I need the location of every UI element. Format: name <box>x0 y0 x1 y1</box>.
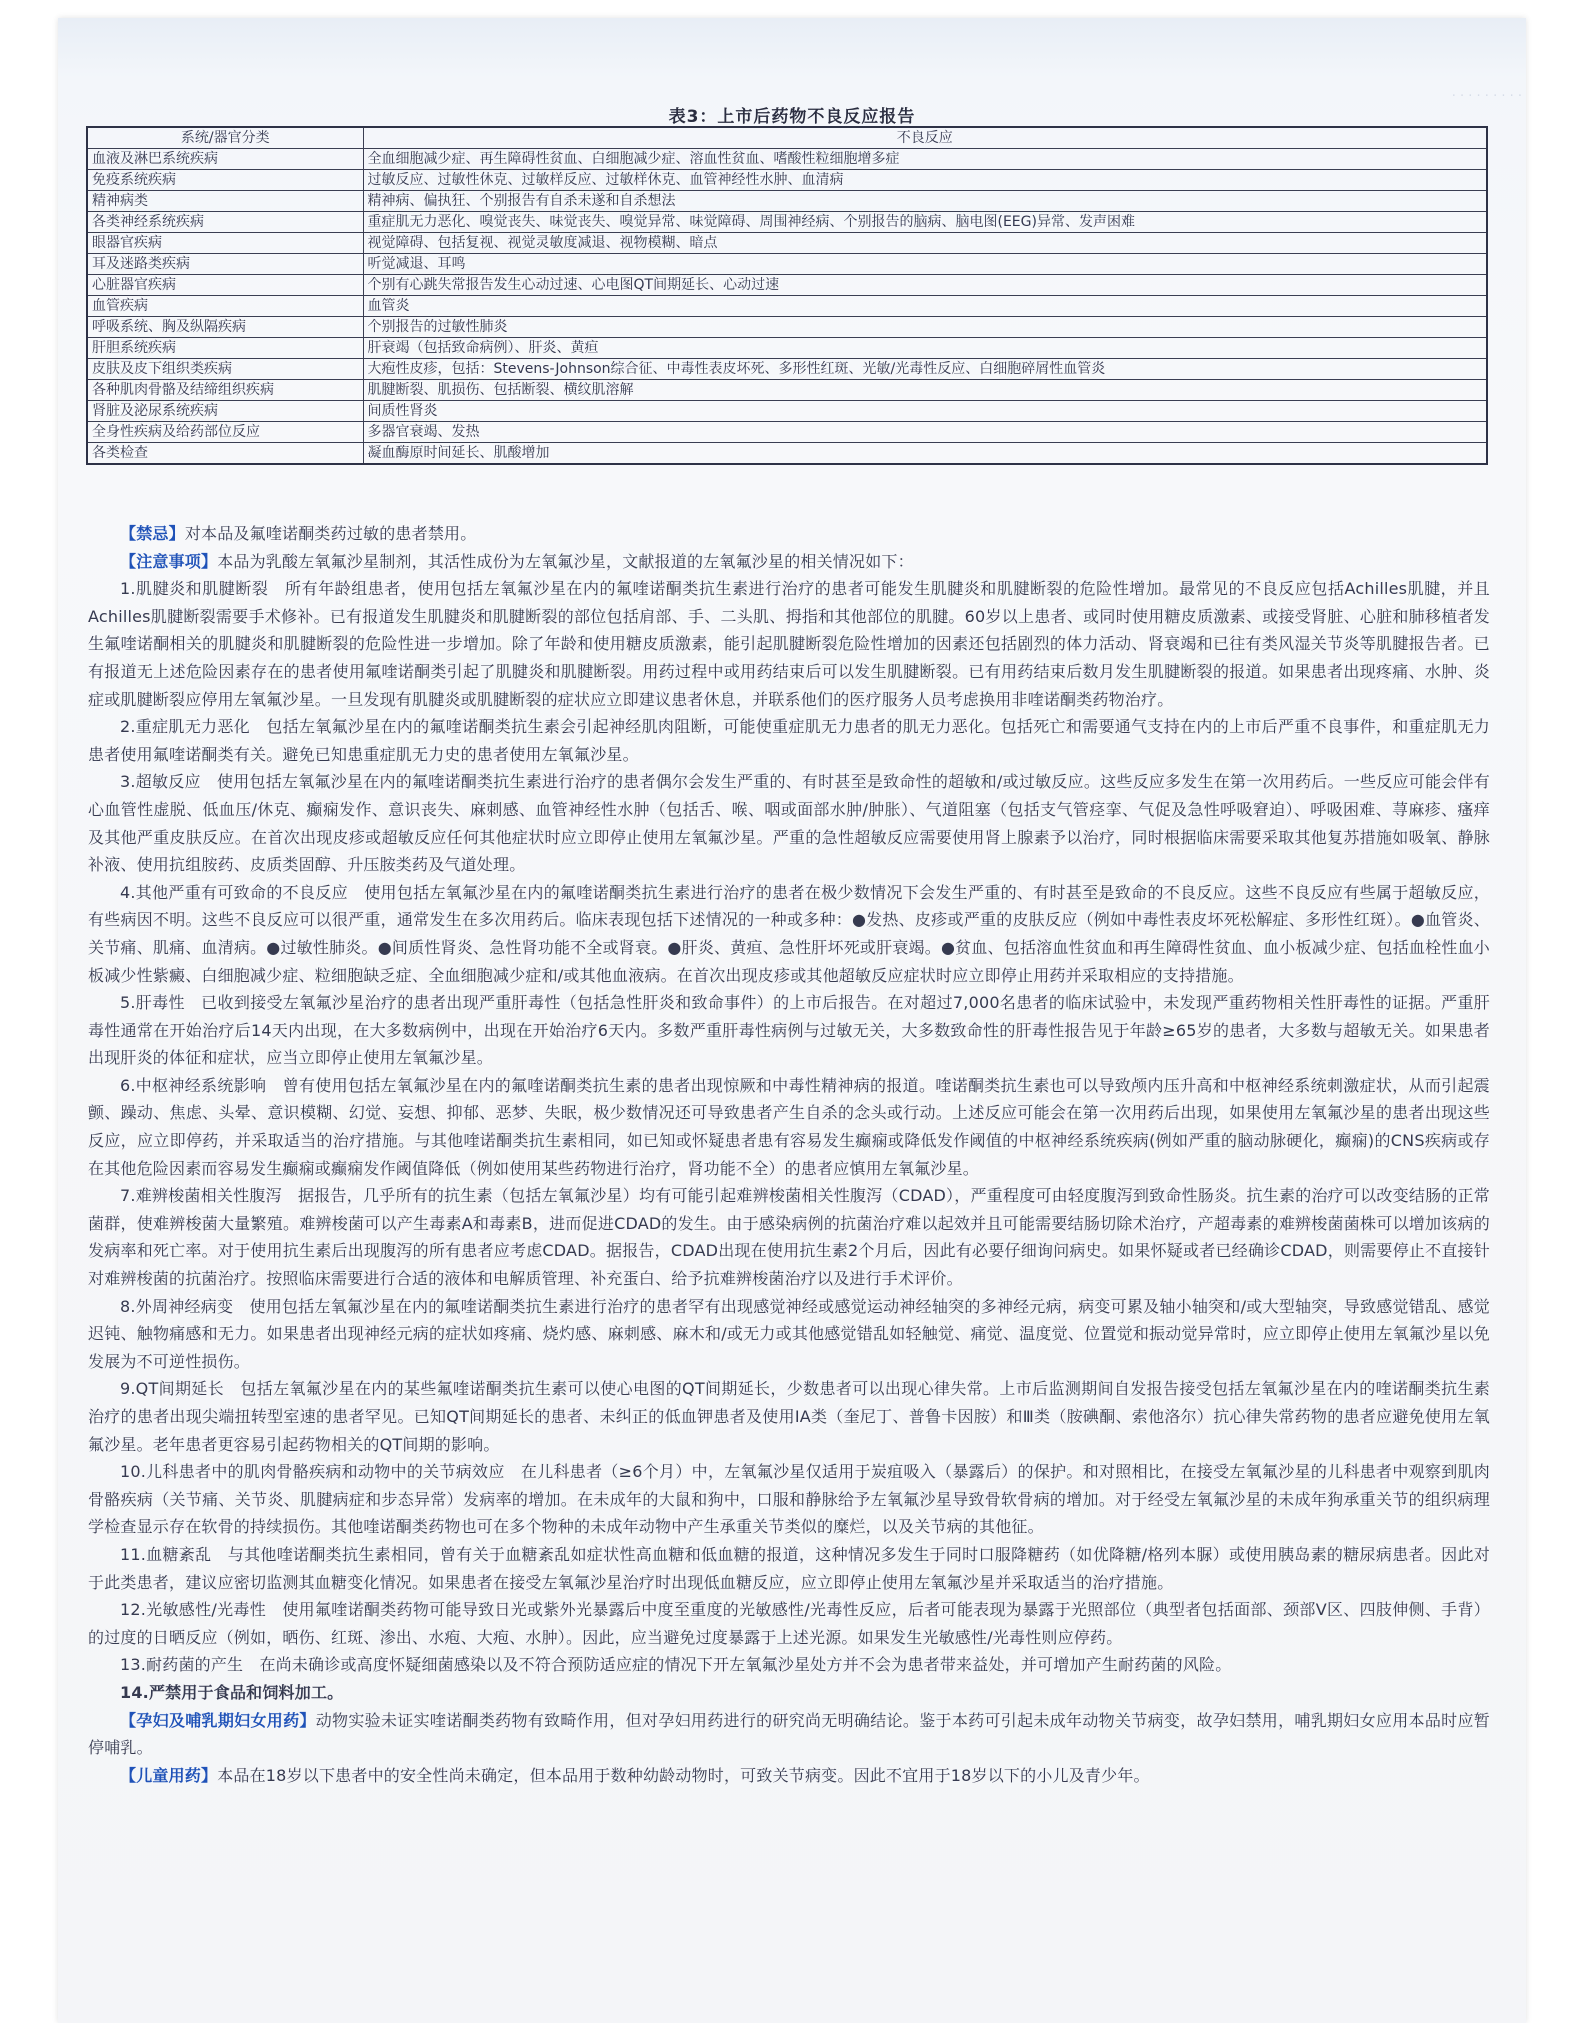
table-row <box>87 317 1487 338</box>
table-row <box>87 170 1487 191</box>
organ-class-cell: 全身性疾病及给药部位反应 <box>87 422 363 443</box>
precaution-item: 10.儿科患者中的肌肉骨骼疾病和动物中的关节病效应 在儿科患者（≥6个月）中，左氧氟沙星仅适用于炭疽吸入（暴露后）的保护。和对照相比，在接受左氧氟沙星的儿科患者中观察到肌肉骨骼疾病（关节痛、关节炎、肌腱病症和步态异常）发病率的增加。在未成年的大鼠和狗中，口服和静脉给予左氧氟沙星导致骨软骨病的增加。对于经受左氧氟沙星的未成年狗承重关节的组织病理学检查显示存在软骨的持续损伤。其他喹诺酮类药物也可在多个物种的未成年动物中产生承重关节类似的糜烂，以及关节病的其他征。 <box>88 1462 1490 1537</box>
pediatric-heading: 【儿童用药】 <box>120 1765 218 1785</box>
organ-class-cell: 精神病类 <box>87 191 363 212</box>
reaction-cell: 大疱性皮疹，包括：Stevens-Johnson综合征、中毒性表皮坏死、多形性红斑、光敏/光毒性反应、白细胞碎屑性血管炎 <box>363 359 1487 380</box>
precaution-item: 8.外周神经病变 使用包括左氧氟沙星在内的氟喹诺酮类抗生素进行治疗的患者罕有出现感觉神经或感觉运动神经轴突的多神经元病，病变可累及轴小轴突和/或大型轴突，导致感觉错乱、感觉迟钝、触物痛感和无力。如果患者出现神经元病的症状如疼痛、烧灼感、麻刺感、麻木和/或无力或其他感觉错乱如轻触觉、痛觉、温度觉、位置觉和振动觉异常时，应立即停止使用左氧氟沙星以免发展为不可逆性损伤。 <box>88 1296 1490 1371</box>
organ-class-cell: 耳及迷路类疾病 <box>87 254 363 275</box>
precaution-item: 13.耐药菌的产生 在尚未确诊或高度怀疑细菌感染以及不符合预防适应症的情况下开左氧氟沙星处方并不会为患者带来益处，并可增加产生耐药菌的风险。 <box>120 1655 1232 1675</box>
organ-class-cell: 各种肌肉骨骼及结缔组织疾病 <box>87 380 363 401</box>
reaction-cell: 肌腱断裂、肌损伤、包括断裂、横纹肌溶解 <box>363 380 1487 401</box>
table-row <box>87 191 1487 212</box>
table-row <box>87 401 1487 422</box>
reaction-cell: 过敏反应、过敏性休克、过敏样反应、过敏样休克、血管神经性水肿、血清病 <box>363 170 1487 191</box>
faded-background-print: · · · · · · · · · <box>1451 89 1522 104</box>
table-row <box>87 296 1487 317</box>
precaution-item: 4.其他严重有可致命的不良反应 使用包括左氧氟沙星在内的氟喹诺酮类抗生素进行治疗的患者在极少数情况下会发生严重的、有时甚至是致命的不良反应。这些不良反应有些属于超敏反应，有些病因不明。这些不良反应可以很严重，通常发生在多次用药后。临床表现包括下述情况的一种或多种：●发热、皮疹或严重的皮肤反应（例如中毒性表皮坏死松解症、多形性红斑）。●血管炎、关节痛、肌痛、血清病。●过敏性肺炎。●间质性肾炎、急性肾功能不全或肾衰。●肝炎、黄疸、急性肝坏死或肝衰竭。●贫血、包括溶血性贫血和再生障碍性贫血、血小板减少症、包括血栓性血小板减少性紫癜、白细胞减少症、粒细胞缺乏症、全血细胞减少症和/或其他血液病。在首次出现皮疹或其他超敏反应症状时应立即停止用药并采取相应的支持措施。 <box>88 882 1490 985</box>
pregnancy-text: 动物实验未证实喹诺酮类药物有致畸作用，但对孕妇用药进行的研究尚无明确结论。鉴于本药可引起未成年动物关节病变，故孕妇禁用，哺乳期妇女应用本品时应暂停哺乳。 <box>88 1710 1490 1758</box>
organ-class-cell: 肾脏及泌尿系统疾病 <box>87 401 363 422</box>
pediatric-paragraph <box>88 1762 1490 1790</box>
precautions-intro: 本品为乳酸左氧氟沙星制剂，其活性成份为左氧氟沙星，文献报道的左氧氟沙星的相关情况如下： <box>217 551 914 571</box>
organ-class-cell: 血液及淋巴系统疾病 <box>87 149 363 170</box>
precaution-item: 11.血糖紊乱 与其他喹诺酮类抗生素相同，曾有关于血糖紊乱如症状性高血糖和低血糖的报道，这种情况多发生于同时口服降糖药（如优降糖/格列本脲）或使用胰岛素的糖尿病患者。因此对于此类患者，建议应密切监测其血糖变化情况。如果患者在接受左氧氟沙星治疗时出现低血糖反应，应立即停止使用左氧氟沙星并采取适当的治疗措施。 <box>88 1544 1490 1592</box>
organ-class-cell: 呼吸系统、胸及纵隔疾病 <box>87 317 363 338</box>
precaution-item: 5.肝毒性 已收到接受左氧氟沙星治疗的患者出现严重肝毒性（包括急性肝炎和致命事件）的上市后报告。在对超过7,000名患者的临床试验中，未发现严重药物相关性肝毒性的证据。严重肝毒性通常在开始治疗后14天内出现，在大多数病例中，出现在开始治疗6天内。多数严重肝毒性病例与过敏无关，大多数致命性的肝毒性报告见于年龄≥65岁的患者，大多数与超敏无关。如果患者出现肝炎的体征和症状，应当立即停止使用左氧氟沙星。 <box>88 993 1490 1068</box>
table-row <box>87 212 1487 233</box>
reaction-cell: 多器官衰竭、发热 <box>363 422 1487 443</box>
reaction-cell: 视觉障碍、包括复视、视觉灵敏度减退、视物模糊、暗点 <box>363 233 1487 254</box>
table-row <box>87 380 1487 401</box>
precaution-item: 9.QT间期延长 包括左氧氟沙星在内的某些氟喹诺酮类抗生素可以使心电图的QT间期延长，少数患者可以出现心律失常。上市后监测期间自发报告接受包括左氧氟沙星在内的喹诺酮类抗生素治疗的患者出现尖端扭转型室速的患者罕见。已知QT间期延长的患者、未纠正的低血钾患者及使用IA类（奎尼丁、普鲁卡因胺）和Ⅲ类（胺碘酮、索他洛尔）抗心律失常药物的患者应避免使用左氧氟沙星。老年患者更容易引起药物相关的QT间期的影响。 <box>88 1379 1490 1454</box>
organ-class-cell: 各类检查 <box>87 443 363 465</box>
precaution-items <box>88 575 1490 1679</box>
reaction-cell: 重症肌无力恶化、嗅觉丧失、味觉丧失、嗅觉异常、味觉障碍、周围神经病、个别报告的脑病、脑电图(EEG)异常、发声困难 <box>363 212 1487 233</box>
organ-class-cell: 眼器官疾病 <box>87 233 363 254</box>
organ-class-cell: 皮肤及皮下组织类疾病 <box>87 359 363 380</box>
reaction-cell: 精神病、偏执狂、个别报告有自杀未遂和自杀想法 <box>363 191 1487 212</box>
organ-class-cell: 肝胆系统疾病 <box>87 338 363 359</box>
leaflet-body <box>88 520 1490 1789</box>
reaction-cell: 肝衰竭（包括致命病例）、肝炎、黄疸 <box>363 338 1487 359</box>
precaution-item-14: 14.严禁用于食品和饲料加工。 <box>120 1682 344 1702</box>
table-title: 表3：上市后药物不良反应报告 <box>668 107 916 127</box>
precautions-heading: 【注意事项】 <box>120 551 218 571</box>
precaution-item: 6.中枢神经系统影响 曾有使用包括左氧氟沙星在内的氟喹诺酮类抗生素的患者出现惊厥和中毒性精神病的报道。喹诺酮类抗生素也可以导致颅内压升高和中枢神经系统刺激症状，从而引起震颤、躁动、焦虑、头晕、意识模糊、幻觉、妄想、抑郁、恶梦、失眠，极少数情况还可导致患者产生自杀的念头或行动。上述反应可能会在第一次用药后出现，如果使用左氧氟沙星的患者出现这些反应，应立即停药，并采取适当的治疗措施。与其他喹诺酮类抗生素相同，如已知或怀疑患者患有容易发生癫痫或降低发作阈值的中枢神经系统疾病(例如严重的脑动脉硬化，癫痫)的CNS疾病或存在其他危险因素而容易发生癫痫或癫痫发作阈值降低（例如使用某些药物进行治疗，肾功能不全）的患者应慎用左氧氟沙星。 <box>88 1075 1490 1178</box>
precaution-item: 7.难辨梭菌相关性腹泻 据报告，几乎所有的抗生素（包括左氧氟沙星）均有可能引起难辨梭菌相关性腹泻（CDAD），严重程度可由轻度腹泻到致命性肠炎。抗生素的治疗可以改变结肠的正常菌群，使难辨梭菌大量繁殖。难辨梭菌可以产生毒素A和毒素B，进而促进CDAD的发生。由于感染病例的抗菌治疗难以起效并且可能需要结肠切除术治疗，产超毒素的难辨梭菌菌株可以增加该病的发病率和死亡率。对于使用抗生素后出现腹泻的所有患者应考虑CDAD。据报告，CDAD出现在使用抗生素2个月后，因此有必要仔细询问病史。如果怀疑或者已经确诊CDAD，则需要停止不直接针对难辨梭菌的抗菌治疗。按照临床需要进行合适的液体和电解质管理、补充蛋白、给予抗难辨梭菌治疗以及进行手术评价。 <box>88 1186 1490 1289</box>
table-row <box>87 359 1487 380</box>
reaction-cell: 血管炎 <box>363 296 1487 317</box>
contraindication-paragraph <box>88 520 1490 548</box>
precaution-item: 12.光敏感性/光毒性 使用氟喹诺酮类药物可能导致日光或紫外光暴露后中度至重度的光敏感性/光毒性反应，后者可能表现为暴露于光照部位（典型者包括面部、颈部V区、四肢伸侧、手背）的过度的日晒反应（例如，晒伤、红斑、渗出、水疱、大疱、水肿）。因此，应当避免过度暴露于上述光源。如果发生光敏感性/光毒性则应停药。 <box>88 1600 1490 1647</box>
table-row <box>87 422 1487 443</box>
contraindication-heading: 【禁忌】 <box>120 524 185 543</box>
table-row <box>87 338 1487 359</box>
precaution-item: 2.重症肌无力恶化 包括左氧氟沙星在内的氟喹诺酮类抗生素会引起神经肌肉阻断，可能使重症肌无力患者的肌无力恶化。包括死亡和需要通气支持在内的上市后严重不良事件，和重症肌无力患者使用氟喹诺酮类有关。避免已知患重症肌无力史的患者使用左氧氟沙星。 <box>88 717 1490 764</box>
precaution-item: 3.超敏反应 使用包括左氧氟沙星在内的氟喹诺酮类抗生素进行治疗的患者偶尔会发生严重的、有时甚至是致命性的超敏和/或过敏反应。这些反应多发生在第一次用药后。一些反应可能会伴有心血管性虚脱、低血压/休克、癫痫发作、意识丧失、麻刺感、血管神经性水肿（包括舌、喉、咽或面部水肿/肿胀）、气道阻塞（包括支气管痉挛、气促及急性呼吸窘迫）、呼吸困难、荨麻疹、瘙痒及其他严重皮肤反应。在首次出现皮疹或超敏反应任何其他症状时应立即停止使用左氧氟沙星。严重的急性超敏反应需要使用肾上腺素予以治疗，同时根据临床需要采取其他复苏措施如吸氧、静脉补液、使用抗组胺药、皮质类固醇、升压胺类药及气道处理。 <box>88 772 1490 875</box>
contraindication-text: 对本品及氟喹诺酮类药过敏的患者禁用。 <box>184 524 477 543</box>
table-row <box>87 254 1487 275</box>
reaction-cell: 间质性肾炎 <box>363 401 1487 422</box>
adverse-reaction-table <box>86 126 1488 465</box>
column-header: 系统/器官分类 <box>87 127 363 149</box>
table-row <box>87 233 1487 254</box>
organ-class-cell: 免疫系统疾病 <box>87 170 363 191</box>
reaction-cell: 全血细胞减少症、再生障碍性贫血、白细胞减少症、溶血性贫血、嗜酸性粒细胞增多症 <box>363 149 1487 170</box>
organ-class-cell: 各类神经系统疾病 <box>87 212 363 233</box>
table-header-row <box>87 127 1487 149</box>
reaction-cell: 个别报告的过敏性肺炎 <box>363 317 1487 338</box>
reaction-cell: 听觉减退、耳鸣 <box>363 254 1487 275</box>
table-row <box>87 443 1487 465</box>
table-row <box>87 275 1487 296</box>
pregnancy-heading: 【孕妇及哺乳期妇女用药】 <box>120 1710 316 1730</box>
organ-class-cell: 心脏器官疾病 <box>87 275 363 296</box>
precaution-item: 1.肌腱炎和肌腱断裂 所有年龄组患者，使用包括左氧氟沙星在内的氟喹诺酮类抗生素进行治疗的患者可能发生肌腱炎和肌腱断裂的危险性增加。最常见的不良反应包括Achilles肌腱，并且Achilles肌腱断裂需要手术修补。已有报道发生肌腱炎和肌腱断裂的部位包括肩部、手、二头肌、拇指和其他部位的肌腱。60岁以上患者、或同时使用糖皮质激素、或接受肾脏、心脏和肺移植者发生氟喹诺酮相关的肌腱炎和肌腱断裂的危险性进一步增加。除了年龄和使用糖皮质激素，能引起肌腱断裂危险性增加的因素还包括剧烈的体力活动、肾衰竭和已往有类风湿关节炎等肌腱报告者。已有报道无上述危险因素存在的患者使用氟喹诺酮类引起了肌腱炎和肌腱断裂。用药过程中或用药结束后可以发生肌腱断裂。已有用药结束后数月发生肌腱断裂的报道。如果患者出现疼痛、水肿、炎症或肌腱断裂应停用左氧氟沙星。一旦发现有肌腱炎或肌腱断裂的症状应立即建议患者休息，并联系他们的医疗服务人员考虑换用非喹诺酮类药物治疗。 <box>88 579 1490 709</box>
pediatric-text: 本品在18岁以下患者中的安全性尚未确定，但本品用于数种幼龄动物时，可致关节病变。因此不宜用于18岁以下的小儿及青少年。 <box>217 1765 1150 1785</box>
pregnancy-paragraph <box>88 1707 1490 1762</box>
reaction-cell: 凝血酶原时间延长、肌酸增加 <box>363 443 1487 465</box>
organ-class-cell: 血管疾病 <box>87 296 363 317</box>
reaction-cell: 个别有心跳失常报告发生心动过速、心电图QT间期延长、心动过速 <box>363 275 1487 296</box>
column-header: 不良反应 <box>363 127 1487 149</box>
leaflet-page <box>58 18 1526 2023</box>
table-row <box>87 149 1487 170</box>
precautions-paragraph <box>88 548 1490 576</box>
